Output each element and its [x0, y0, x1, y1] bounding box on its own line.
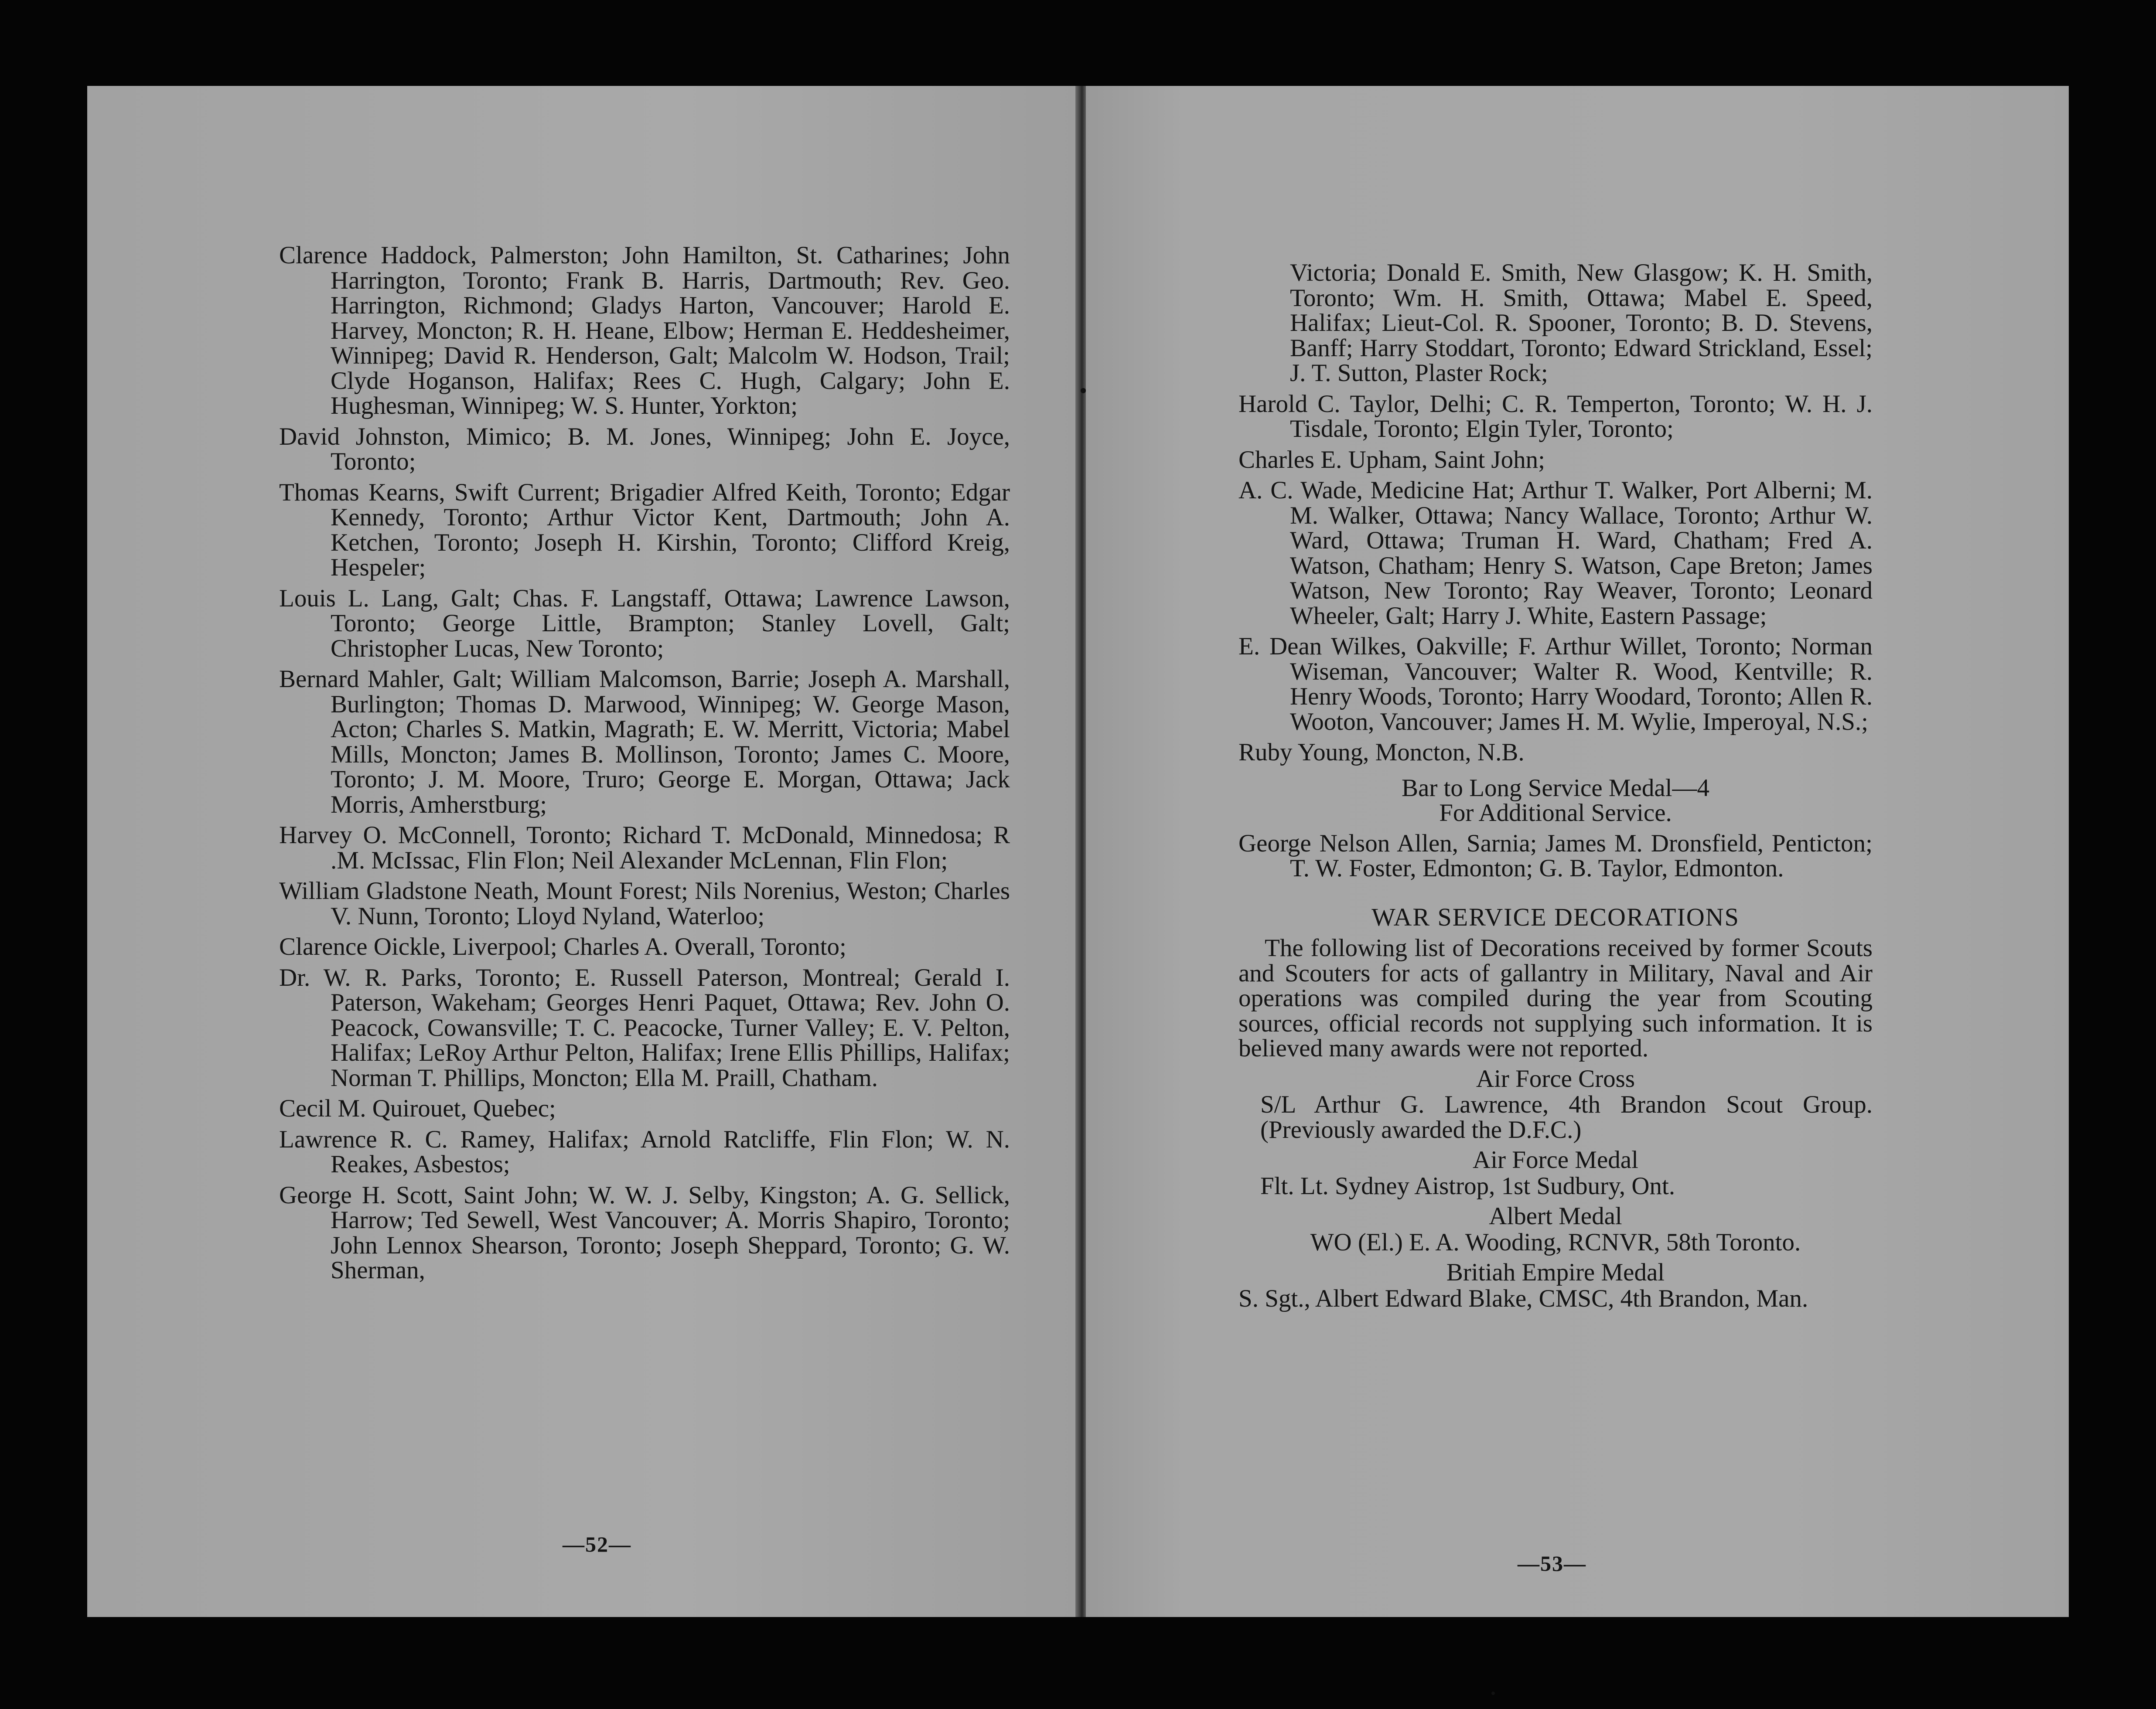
left-page	[87, 86, 1078, 1617]
name-entry-t: Harold C. Taylor, Delhi; C. R. Temperton, Toronto; W. H. J. Tisdale, Toronto; Elgin Tyler, Toronto;	[1238, 390, 1873, 443]
intro-paragraph: The following list of Decorations received by former Scouts and Scouters for acts of gallantry in Military, Naval and Air operations was compiled during the year from Scouting sources, official records not supplying such information. It is believed many awards were not reported.	[1238, 934, 1873, 1062]
bar-heading: Bar to Long Service Medal—4	[1402, 774, 1709, 802]
award-text: Flt. Lt. Sydney Aistrop, 1st Sudbury, Ont.	[1260, 1172, 1675, 1200]
page-number-left: —52—	[563, 1532, 631, 1556]
name-entry-p: Dr. W. R. Parks, Toronto; E. Russell Paterson, Montreal; Gerald I. Paterson, Wakeham; Georges Henri Paquet, Ottawa; Rev. John O. Peacock, Cowansville; T. C. Peacocke, Turner Valley; E. V. Pelton, Halifax; LeRoy Arthur Pelton, Halifax; Irene Ellis Phillips, Halifax; Norman T. Phillips, Moncton; Ella M. Praill, Chatham.	[279, 963, 1010, 1092]
right-page	[1086, 86, 2069, 1617]
name-entry-m: Bernard Mahler, Galt; William Malcomson, Barrie; Joseph A. Marshall, Burlington; Thomas D. Marwood, Winnipeg; W. George Mason, Acton; Charles S. Matkin, Magrath; E. W. Merritt, Victoria; Mabel Mills, Moncton; James B. Mollinson, Toronto; James C. Moore, Toronto; J. M. Moore, Truro; George E. Morgan, Ottawa; Jack Morris, Amherstburg;	[279, 665, 1010, 818]
name-entry-w: A. C. Wade, Medicine Hat; Arthur T. Walker, Port Alberni; M. M. Walker, Ottawa; Nancy Wallace, Toronto; Arthur W. Ward, Ottawa; Truman H. Ward, Chatham; Fred A. Watson, Chatham; Henry S. Watson, Cape Breton; James Watson, New Toronto; Ray Weaver, Toronto; Leonard Wheeler, Galt; Harry J. White, Eastern Passage;	[1238, 477, 1873, 630]
scan-speck	[1081, 388, 1086, 393]
left-text-column	[279, 243, 1010, 1289]
name-entry-q: Cecil M. Quirouet, Quebec;	[279, 1095, 556, 1122]
award-text: S. Sgt., Albert Edward Blake, CMSC, 4th Brandon, Man.	[1238, 1284, 1808, 1312]
name-entry-r: Lawrence R. C. Ramey, Halifax; Arnold Ratcliffe, Flin Flon; W. N. Reakes, Asbestos;	[279, 1125, 1010, 1178]
name-entry-y: Ruby Young, Moncton, N.B.	[1238, 739, 1525, 766]
name-entry-u: Charles E. Upham, Saint John;	[1238, 446, 1545, 473]
name-entry-l: Louis L. Lang, Galt; Chas. F. Langstaff, Ottawa; Lawrence Lawson, Toronto; George Little, Brampton; Stanley Lovell, Galt; Christopher Lucas, New Toronto;	[279, 584, 1010, 662]
name-entry-mc: Harvey O. McConnell, Toronto; Richard T. McDonald, Minnedosa; R .M. McIssac, Flin Flon; Neil Alexander McLennan, Flin Flon;	[279, 821, 1010, 874]
section-title: WAR SERVICE DECORATIONS	[1371, 902, 1740, 931]
award-text: WO (El.) E. A. Wooding, RCNVR, 58th Toronto.	[1310, 1228, 1801, 1256]
page-number-right: —53—	[1518, 1551, 1586, 1576]
award-title: Albert Medal	[1489, 1202, 1622, 1230]
bar-entry: George Nelson Allen, Sarnia; James M. Dronsfield, Penticton; T. W. Foster, Edmonton; G. B. Taylor, Edmonton.	[1238, 829, 1873, 882]
right-text-column	[1238, 260, 1873, 1313]
name-entry-j: David Johnston, Mimico; B. M. Jones, Winnipeg; John E. Joyce, Toronto;	[279, 422, 1010, 475]
name-entry-n: William Gladstone Neath, Mount Forest; Nils Norenius, Weston; Charles V. Nunn, Toronto; Lloyd Nyland, Waterloo;	[279, 877, 1010, 930]
bar-subheading: For Additional Service.	[1439, 799, 1672, 827]
name-entry-s: George H. Scott, Saint John; W. W. J. Selby, Kingston; A. G. Sellick, Harrow; Ted Sewell, West Vancouver; A. Morris Shapiro, Toronto; John Lennox Shearson, Toronto; Joseph Sheppard, Toronto; G. W. Sherman,	[279, 1181, 1010, 1284]
scan-speck	[1491, 1692, 1495, 1695]
name-entry-h: Clarence Haddock, Palmerston; John Hamilton, St. Catharines; John Harrington, Toronto; Frank B. Harris, Dartmouth; Rev. Geo. Harrington, Richmond; Gladys Harton, Vancouver; Harold E. Harvey, Moncton; R. H. Heane, Elbow; Herman E. Heddesheimer, Winnipeg; David R. Henderson, Galt; Malcolm W. Hodson, Trail; Clyde Hoganson, Halifax; Rees C. Hugh, Calgary; John E. Hughesman, Winnipeg; W. S. Hunter, Yorkton;	[279, 242, 1010, 419]
award-title: Britiah Empire Medal	[1446, 1259, 1665, 1286]
award-title: Air Force Medal	[1473, 1146, 1638, 1174]
name-entry-w2: E. Dean Wilkes, Oakville; F. Arthur Willet, Toronto; Norman Wiseman, Vancouver; Walter R. Wood, Kentville; R. Henry Woods, Toronto; Harry Woodard, Toronto; Allen R. Wooton, Vancouver; James H. M. Wylie, Imperoyal, N.S.;	[1238, 633, 1873, 735]
award-title: Air Force Cross	[1476, 1065, 1635, 1093]
award-text: S/L Arthur G. Lawrence, 4th Brandon Scout Group. (Previously awarded the D.F.C.)	[1260, 1091, 1873, 1144]
name-entry-s-continued: Victoria; Donald E. Smith, New Glasgow; K. H. Smith, Toronto; Wm. H. Smith, Ottawa; Mabel E. Speed, Halifax; Lieut-Col. R. Spooner, Toronto; B. D. Stevens, Banff; Harry Stoddart, Toronto; Edward Strickland, Essel; J. T. Sutton, Plaster Rock;	[1290, 259, 1873, 387]
name-entry-k: Thomas Kearns, Swift Current; Brigadier Alfred Keith, Toronto; Edgar Kennedy, Toronto; Arthur Victor Kent, Dartmouth; John A. Ketchen, Toronto; Joseph H. Kirshin, Toronto; Clifford Kreig, Hespeler;	[279, 478, 1010, 581]
name-entry-o: Clarence Oickle, Liverpool; Charles A. Overall, Toronto;	[279, 933, 846, 960]
